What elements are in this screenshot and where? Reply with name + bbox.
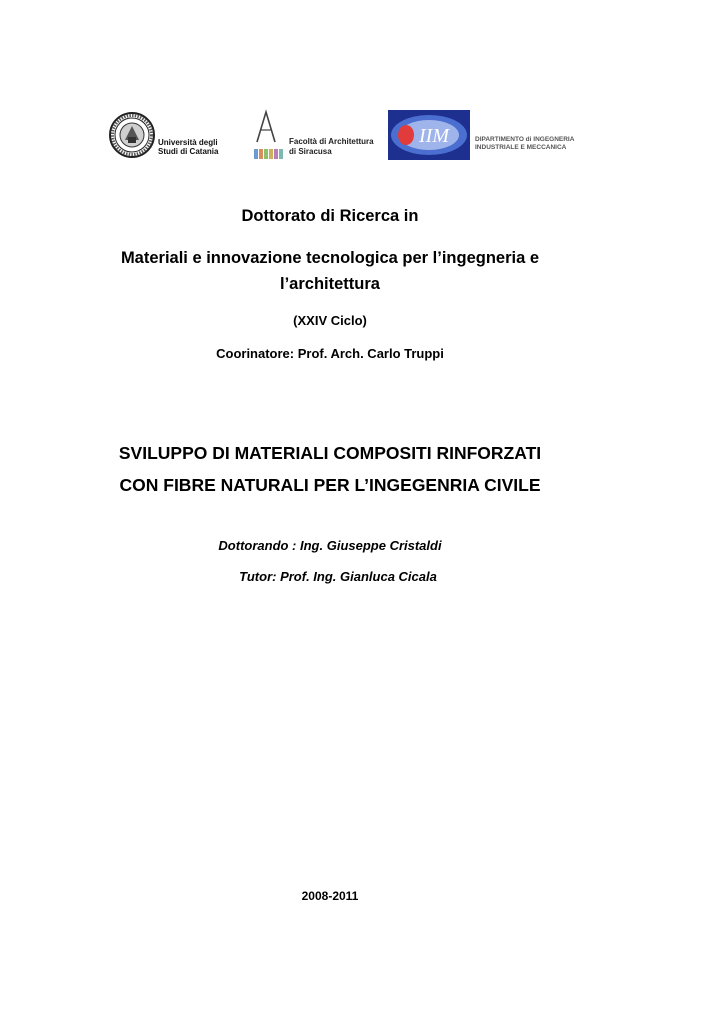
program-name-line2: l’architettura bbox=[280, 275, 380, 293]
iim-logo bbox=[388, 110, 470, 160]
doctorate-heading: Dottorato di Ricerca in bbox=[241, 207, 419, 225]
thesis-title-line2: CON FIBRE NATURALI PER L’INGEGENRIA CIVILE bbox=[119, 475, 541, 495]
unict-logo bbox=[108, 110, 228, 160]
iim-logo-text: IIM bbox=[419, 125, 449, 147]
unict-seal-icon bbox=[108, 110, 156, 160]
architettura-logo-text: Facoltà di Architettura di Siracusa bbox=[289, 137, 374, 156]
doctorate-cycle: (XXIV Ciclo) bbox=[293, 313, 367, 328]
unict-logo-text: Università degli Studi di Catania bbox=[158, 138, 219, 156]
thesis-title-line1: SVILUPPO DI MATERIALI COMPOSITI RINFORZATI bbox=[118, 443, 542, 463]
tutor: Tutor: Prof. Ing. Gianluca Cicala bbox=[239, 569, 437, 584]
architettura-a-icon bbox=[253, 108, 287, 162]
candidate: Dottorando : Ing. Giuseppe Cristaldi bbox=[218, 538, 442, 553]
dipartimento-logo-text: DIPARTIMENTO di INGEGNERIA INDUSTRIALE E MECCANICA bbox=[475, 136, 575, 151]
program-name-line1: Materiali e innovazione tecnologica per l’ingegneria e bbox=[120, 249, 540, 267]
architettura-logo bbox=[253, 108, 385, 162]
dipartimento-logo bbox=[475, 136, 590, 156]
coordinator: Coorinatore: Prof. Arch. Carlo Truppi bbox=[216, 346, 444, 361]
years: 2008-2011 bbox=[301, 889, 359, 903]
iim-emblem-icon bbox=[388, 110, 470, 160]
